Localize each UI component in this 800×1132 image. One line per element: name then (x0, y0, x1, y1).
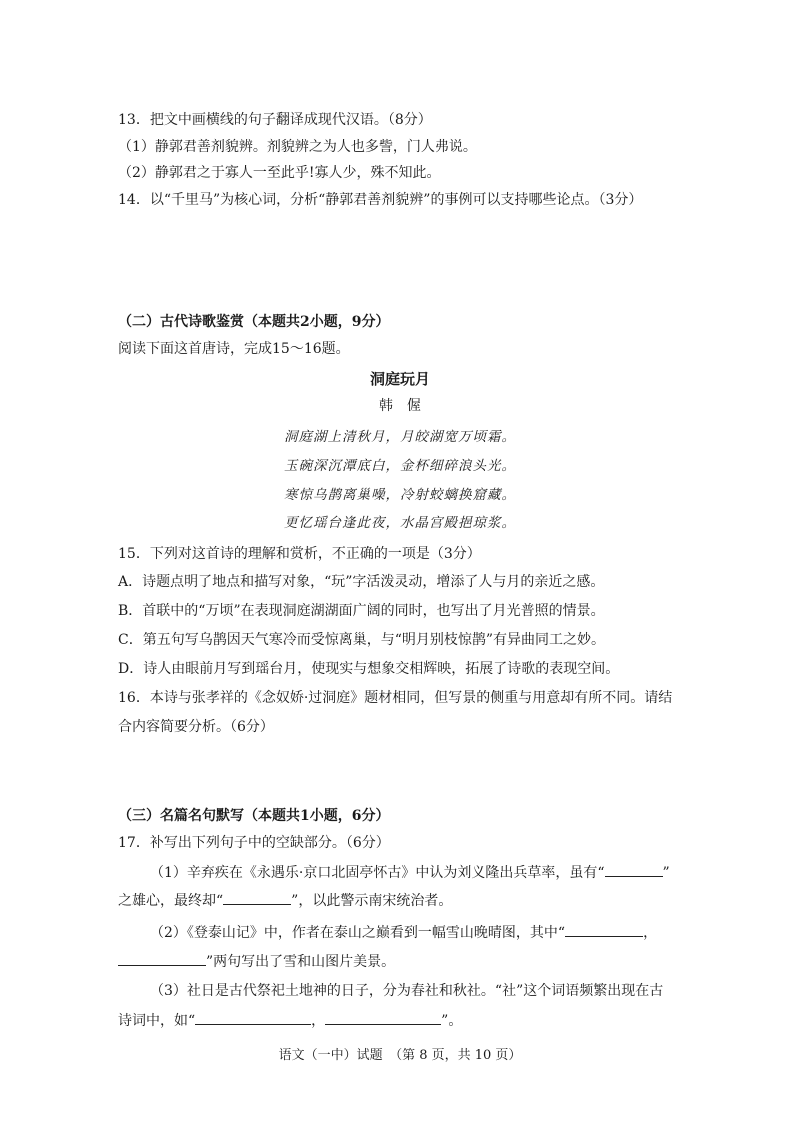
answer-blank[interactable] (325, 1010, 441, 1025)
q15-option-d: D．诗人由眼前月写到瑶台月，使现实与想象交相辉映，拓展了诗歌的表现空间。 (118, 661, 620, 677)
q17-part-3-cont (118, 1010, 462, 1031)
q17-stem: 17．补写出下列句子中的空缺部分。（6分） (118, 835, 390, 851)
q15-option-c: C．第五句写乌鹊因天气寒冷而受惊离巢，与“明月别枝惊鹊”有异曲同工之妙。 (118, 632, 606, 648)
q15-option-b: B．首联中的“万顷”在表现洞庭湖湖面广阔的同时，也写出了月光普照的情景。 (118, 603, 605, 619)
q17-part-1-text-d: ”，以此警示南宋统治者。 (291, 893, 453, 909)
q17-part-2-text-a: （2）《登泰山记》中，作者在泰山之巅看到一幅雪山晚晴图，其中“ (150, 925, 566, 941)
page-footer: 语文（一中）试题 （第 8 页，共 10 页） (278, 1048, 522, 1063)
q17-part-1 (150, 862, 670, 883)
q17-part-1-text-c: 之雄心，最终却“ (118, 893, 224, 909)
q13-heading: 13．把文中画横线的句子翻译成现代汉语。（8分） (118, 112, 432, 128)
q16-line-2: 合内容简要分析。（6分） (118, 719, 274, 735)
poem-title: 洞庭玩月 (369, 370, 430, 388)
q15-stem: 15．下列对这首诗的理解和赏析，不正确的一项是（3分） (118, 546, 481, 562)
answer-blank[interactable] (605, 862, 663, 877)
q17-part-3-text-c: ， (311, 1013, 326, 1029)
poem-line: 洞庭湖上清秋月，月皎湖宽万顷霜。 (284, 429, 516, 445)
answer-blank[interactable] (223, 890, 291, 905)
q17-part-1-text-b: ” (662, 865, 670, 881)
poem-line: 更忆瑶台逢此夜，水晶宫殿挹琼浆。 (284, 515, 516, 531)
q17-part-2-cont (118, 951, 395, 972)
q16-line-1: 16．本诗与张孝祥的《念奴娇·过洞庭》题材相同，但写景的侧重与用意却有所不同。请结 (118, 690, 673, 706)
section2-instruction: 阅读下面这首唐诗，完成15～16题。 (118, 341, 350, 357)
answer-blank[interactable] (195, 1010, 311, 1025)
q13-sentence-1: （1）静郭君善剂貌辨。剂貌辨之为人也多訾，门人弗说。 (118, 139, 477, 155)
q14-text: 14．以“千里马”为核心词，分析“静郭君善剂貌辨”的事例可以支持哪些论点。（3分） (118, 192, 643, 208)
q17-part-3-text-b: 诗词中，如“ (118, 1013, 196, 1029)
q17-part-2-text-b: ， (643, 925, 658, 941)
q17-part-1-text-a: （1）辛弃疾在《永遇乐·京口北固亭怀古》中认为刘义隆出兵草率，虽有“ (150, 865, 605, 881)
q17-part-2-text-c: ”两句写出了雪和山图片美景。 (206, 954, 396, 970)
q17-part-3-text-d: ”。 (441, 1013, 463, 1029)
section2-heading: （二）古代诗歌鉴赏（本题共2小题，9分） (118, 314, 390, 330)
q13-sentence-2: （2）静郭君之于寡人一至此乎!寡人少，殊不知此。 (118, 165, 441, 181)
q17-part-3: （3）社日是古代祭祀土地神的日子，分为春社和秋社。“社”这个词语频繁出现在古 (150, 983, 664, 999)
q15-option-a: A．诗题点明了地点和描写对象，“玩”字活泼灵动，增添了人与月的亲近之感。 (118, 574, 605, 590)
q17-part-1-cont (118, 890, 452, 911)
q17-part-2 (150, 922, 657, 943)
answer-blank[interactable] (565, 922, 643, 937)
poem-line: 寒惊乌鹊离巢噪，冷射蛟螭换窟藏。 (284, 487, 516, 503)
poem-author: 韩 偓 (379, 398, 421, 414)
answer-blank[interactable] (118, 951, 206, 966)
poem-line: 玉碗深沉潭底白，金杯细碎浪头光。 (284, 458, 516, 474)
section3-heading: （三）名篇名句默写（本题共1小题，6分） (118, 808, 390, 824)
